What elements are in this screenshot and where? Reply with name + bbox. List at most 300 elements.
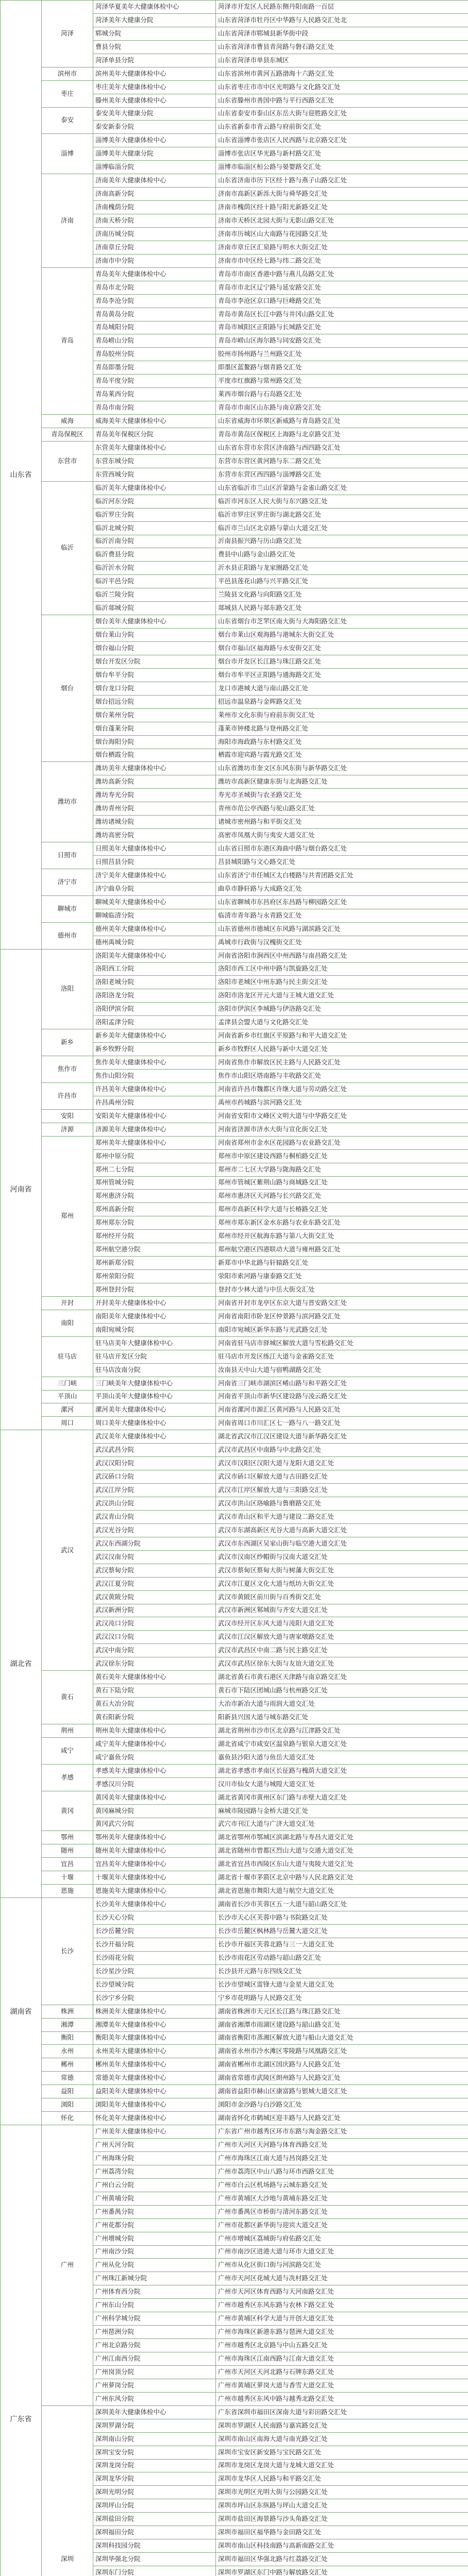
address-cell: 湖南省湘潭市雨湖区建设路与韶山路交汇处 <box>216 2018 468 2031</box>
branch-name-cell: 永州美年大健康体检中心 <box>93 2045 216 2058</box>
city-cell: 东营市 <box>42 441 93 481</box>
branch-name-cell: 长沙星沙分院 <box>93 1964 216 1978</box>
address-cell: 武汉市江汉区解放大道与唐家墩路交汇处 <box>216 1631 468 1644</box>
address-cell: 武汉市江夏区文化大道与纸坊大街交汇处 <box>216 1577 468 1590</box>
branch-name-cell: 洛阳孟津分院 <box>93 1016 216 1029</box>
branch-name-cell: 黄石阳新分院 <box>93 1711 216 1724</box>
address-cell: 湖南省常德市武陵区朗州路与人民路交汇处 <box>216 2072 468 2085</box>
branch-name-cell: 驻马店美年大健康体检中心 <box>93 1336 216 1350</box>
table-row <box>1 1898 468 1911</box>
address-cell: 河南省焦作市解放区民主路与人民路交汇处 <box>216 1056 468 1070</box>
branch-name-cell: 聊城临清分院 <box>93 909 216 922</box>
table-row <box>1 134 468 147</box>
address-cell: 临沂市兰山区北京路与蒙山大道交汇处 <box>216 521 468 535</box>
city-cell: 鄂州 <box>42 1831 93 1844</box>
table-row <box>1 1310 468 1323</box>
branch-name-cell: 淄博临淄分院 <box>93 161 216 174</box>
address-cell: 青岛市黄岛区保税区上海路与北京路交汇处 <box>216 428 468 442</box>
branch-name-cell: 深圳福田分院 <box>93 2526 216 2539</box>
address-cell: 河南省三门峡市湖滨区崤山路与和平路交汇处 <box>216 1377 468 1390</box>
branch-name-cell: 广州南沙分院 <box>93 2245 216 2259</box>
branch-name-cell: 广州萝岗分院 <box>93 2379 216 2392</box>
branch-name-cell: 广州北京路分院 <box>93 2339 216 2352</box>
address-cell: 河南省周口市川汇区七一路与八一路交汇处 <box>216 1417 468 1430</box>
address-cell: 烟台市牟平区正阳路与通海路交汇处 <box>216 668 468 682</box>
table-row <box>1 2045 468 2058</box>
province-cell: 山东省 <box>1 1 42 950</box>
address-cell: 青岛市黄岛区长江中路与井冈山路交汇处 <box>216 308 468 321</box>
table-row <box>1 1109 468 1123</box>
branch-name-cell: 烟台海阳分院 <box>93 735 216 749</box>
address-cell: 孟津县会盟大道与文化路交汇处 <box>216 1016 468 1029</box>
address-cell: 洛阳市伊滨区李城路与伊洛路交汇处 <box>216 1003 468 1016</box>
address-cell: 山东省聊城市东昌府区东昌路与柳园路交汇处 <box>216 895 468 909</box>
branch-name-cell: 淄博美年大健康体检中心 <box>93 134 216 147</box>
address-cell: 广州市越秀区东风东路与农林下路交汇处 <box>216 2299 468 2312</box>
city-cell: 十堰 <box>42 1871 93 1885</box>
city-cell: 广州 <box>42 2125 93 2406</box>
branch-name-cell: 烟台龙口分院 <box>93 682 216 695</box>
branch-name-cell: 深圳龙华分院 <box>93 2472 216 2486</box>
address-cell: 武汉市黄陂区前川街与百秀街交汇处 <box>216 1590 468 1604</box>
branch-name-cell: 南阳美年大健康体检中心 <box>93 1310 216 1323</box>
address-cell: 湖北省十堰市茅箭区北京中路与人民北路交汇处 <box>216 1871 468 1885</box>
address-cell: 山东省菏泽市牡丹区中华路与人民路交汇处北 <box>216 13 468 27</box>
address-cell: 沂水县正阳路与龙家圈路交汇处 <box>216 562 468 575</box>
address-cell: 河南省开封市龙亭区东京大道与晋安路交汇处 <box>216 1296 468 1310</box>
table-row <box>1 1791 468 1804</box>
table-row <box>1 1858 468 1871</box>
branch-name-cell: 济南历城分院 <box>93 227 216 241</box>
branch-name-cell: 十堰美年大健康体检中心 <box>93 1871 216 1885</box>
branch-name-cell: 烟台开发区分院 <box>93 655 216 668</box>
address-cell: 广州市荔湾区中山八路与环市西路交汇处 <box>216 2165 468 2178</box>
branch-table-body <box>1 1 468 2576</box>
city-cell: 开封 <box>42 1296 93 1310</box>
city-cell: 驻马店 <box>42 1336 93 1377</box>
city-cell: 日照市 <box>42 842 93 869</box>
branch-name-cell: 烟台福山分院 <box>93 642 216 655</box>
branch-name-cell: 日照莒县分院 <box>93 856 216 869</box>
address-cell: 郑州市经开区航海东路与第八大街交汇处 <box>216 1230 468 1243</box>
table-row <box>1 1430 468 1444</box>
address-cell: 广州市花都区新华街与迎宾大道交汇处 <box>216 2218 468 2232</box>
address-cell: 深圳市宝安区新安路与宝民路交汇处 <box>216 2446 468 2459</box>
address-cell: 长沙市雨花区劳动路与韶山路交汇处 <box>216 1951 468 1964</box>
address-cell: 武汉市新洲区邾城街与齐安大道交汇处 <box>216 1604 468 1617</box>
branch-name-cell: 武汉新洲分院 <box>93 1604 216 1617</box>
address-cell: 湖北省武汉市江汉区建设大道与新华路交汇处 <box>216 1430 468 1444</box>
address-cell: 深圳市龙岗区龙岗大道与龙城大道交汇处 <box>216 2459 468 2472</box>
branch-name-cell: 开封美年大健康体检中心 <box>93 1296 216 1310</box>
address-cell: 沂南县振兴路与历山路交汇处 <box>216 535 468 548</box>
address-cell: 湖北省宜昌市西陵区东山大道与夷陵大道交汇处 <box>216 1858 468 1871</box>
city-cell: 武汉 <box>42 1430 93 1671</box>
address-cell: 河南省许昌市魏都区许继大道与劳动路交汇处 <box>216 1082 468 1096</box>
branch-name-cell: 青岛美年保税区分院 <box>93 428 216 442</box>
branch-name-cell: 深圳龙岗分院 <box>93 2459 216 2472</box>
address-cell: 广州市海珠区江南西路与江南大道交汇处 <box>216 2352 468 2366</box>
address-cell: 武汉市武昌区徐东大街与友谊大道交汇处 <box>216 1657 468 1671</box>
address-cell: 山东省潍坊市奎文区东风东街与新华路交汇处 <box>216 762 468 775</box>
branch-name-cell: 郑州郑东分院 <box>93 1216 216 1230</box>
table-row <box>1 1724 468 1737</box>
address-cell: 广州市南沙区进港大道与环市大道交汇处 <box>216 2245 468 2259</box>
branch-name-cell: 郑州航空港分院 <box>93 1243 216 1257</box>
address-cell: 胶州市扬州路与兰州路交汇处 <box>216 348 468 361</box>
branch-name-cell: 深圳宝安分院 <box>93 2446 216 2459</box>
city-cell: 洛阳 <box>42 949 93 1029</box>
address-cell: 栖霞市迎宾路与霞光路交汇处 <box>216 749 468 762</box>
address-cell: 菏泽市开发区人民路东侧丹阳南路一百层 <box>216 1 468 14</box>
city-cell: 株洲 <box>42 2005 93 2018</box>
branch-name-cell: 武汉徐东分院 <box>93 1657 216 1671</box>
branch-name-cell: 宜昌美年大健康体检中心 <box>93 1858 216 1871</box>
table-row <box>1 2005 468 2018</box>
address-cell: 广州市越秀区东风中路与越秀北路交汇处 <box>216 2392 468 2405</box>
branch-name-cell: 郑州美年大健康体检中心 <box>93 1136 216 1149</box>
branch-name-cell: 深圳东门分院 <box>93 2566 216 2576</box>
branch-name-cell: 武汉洪山分院 <box>93 1497 216 1511</box>
address-cell: 湖南省永州市冷水滩区零陵路与凤凰路交汇处 <box>216 2045 468 2058</box>
branch-name-cell: 青岛美年大健康体检中心 <box>93 267 216 281</box>
table-row <box>1 1377 468 1390</box>
branch-name-cell: 枣庄美年大健康体检中心 <box>93 80 216 94</box>
branch-name-cell: 新乡美年大健康体检中心 <box>93 1029 216 1043</box>
branch-name-cell: 武汉黄陂分院 <box>93 1590 216 1604</box>
city-cell: 潍坊市 <box>42 762 93 842</box>
city-cell: 漯河 <box>42 1403 93 1417</box>
branch-name-cell: 鄂州美年大健康体检中心 <box>93 1831 216 1844</box>
address-cell: 龙口市港城大道与南山路交汇处 <box>216 682 468 695</box>
branch-name-cell: 临沂费县分院 <box>93 548 216 562</box>
branch-name-cell: 泰安美年大健康分院 <box>93 107 216 121</box>
table-row <box>1 1056 468 1070</box>
branch-name-cell: 郑州荥阳分院 <box>93 1270 216 1283</box>
branch-name-cell: 武汉蔡甸分院 <box>93 1564 216 1577</box>
address-cell: 湖北省孝感市孝南区长征路与槐荫大道交汇处 <box>216 1764 468 1777</box>
branch-name-cell: 黄石大冶分院 <box>93 1698 216 1711</box>
branch-name-cell: 黄石美年大健康体检中心 <box>93 1671 216 1684</box>
address-cell: 临沂市罗庄区罗庄街与湖北路交汇处 <box>216 508 468 521</box>
branch-name-cell: 潍坊高密分院 <box>93 829 216 842</box>
branch-name-cell: 武汉东西湖分院 <box>93 1537 216 1550</box>
address-cell: 青岛市市南区香港中路与燕儿岛路交汇处 <box>216 267 468 281</box>
city-cell: 浏阳 <box>42 2098 93 2112</box>
address-cell: 麻城市陵园路与金桥大道交汇处 <box>216 1804 468 1818</box>
address-cell: 山东省菏泽市曹县青菏路与磐石路交汇处 <box>216 40 468 54</box>
address-cell: 湖北省随州市曾都区烈山大道与交通大道交汇处 <box>216 1844 468 1858</box>
branch-name-cell: 广州珠江新城分院 <box>93 2272 216 2285</box>
table-row <box>1 2098 468 2112</box>
address-cell: 深圳市光明区光明大街与公园路交汇处 <box>216 2486 468 2499</box>
table-row <box>1 1136 468 1149</box>
address-cell: 深圳市罗湖区人民南路与嘉宾路交汇处 <box>216 2419 468 2432</box>
address-cell: 河南省安阳市文峰区文明大道与中华路交汇处 <box>216 1109 468 1123</box>
address-cell: 淄博市临淄区桓公路与晏婴路交汇处 <box>216 161 468 174</box>
branch-name-cell: 曹县分院 <box>93 40 216 54</box>
branch-name-cell: 济南槐荫分院 <box>93 201 216 214</box>
address-cell: 淄博市张店区华光路与新村路交汇处 <box>216 147 468 161</box>
branch-name-cell: 临沂北城分院 <box>93 521 216 535</box>
branch-name-cell: 驻马店开发区分院 <box>93 1350 216 1363</box>
city-cell: 常德 <box>42 2072 93 2085</box>
table-row <box>1 615 468 629</box>
address-cell: 郯城县人民路与郯东路交汇处 <box>216 602 468 615</box>
branch-name-cell: 烟台莱山分院 <box>93 629 216 642</box>
address-cell: 新郑市中华北路与轩辕路交汇处 <box>216 1257 468 1270</box>
branch-name-cell: 临沂沂南分院 <box>93 535 216 548</box>
table-row <box>1 481 468 495</box>
address-cell: 济南市历城区山大南路与花园路交汇处 <box>216 227 468 241</box>
branch-name-cell: 黄冈麻城分院 <box>93 1804 216 1818</box>
branch-name-cell: 三门峡美年大健康体检中心 <box>93 1377 216 1390</box>
branch-name-cell: 济南市中分院 <box>93 254 216 267</box>
branch-name-cell: 潍坊美年大健康体检中心 <box>93 762 216 775</box>
address-cell: 河南省洛阳市涧西区中州西路与南昌路交汇处 <box>216 949 468 962</box>
address-cell: 广州市黄埔区大沙地与黄埔东路交汇处 <box>216 2192 468 2205</box>
table-row <box>1 2112 468 2125</box>
branch-name-cell: 广州从化分院 <box>93 2259 216 2272</box>
address-cell: 蓬莱市钟楼北路与登州路交汇处 <box>216 722 468 735</box>
address-cell: 广州市天河区天河北路与石牌东路交汇处 <box>216 2365 468 2379</box>
city-cell: 聊城市 <box>42 895 93 922</box>
address-cell: 郑州市二七区大学路与陇海路交汇处 <box>216 1163 468 1176</box>
table-row <box>1 415 468 428</box>
branch-name-cell: 济源美年大健康体检中心 <box>93 1123 216 1136</box>
address-cell: 青岛市城阳区正阳路与长城路交汇处 <box>216 321 468 334</box>
branch-name-cell: 深圳光明分院 <box>93 2486 216 2499</box>
table-row <box>1 107 468 121</box>
branch-name-cell: 临沂河东分院 <box>93 495 216 508</box>
city-cell: 郑州 <box>42 1136 93 1296</box>
city-cell: 济宁市 <box>42 869 93 895</box>
branch-name-cell: 济南章丘分院 <box>93 241 216 254</box>
address-cell: 广州市增城区荔城街与府佑路交汇处 <box>216 2232 468 2245</box>
branch-name-cell: 临沂罗庄分院 <box>93 508 216 521</box>
address-cell: 郑州市郑东新区金水东路与农业东路交汇处 <box>216 1216 468 1230</box>
branch-name-cell: 武汉汉阳分院 <box>93 1457 216 1470</box>
branch-name-cell: 咸宁嘉鱼分院 <box>93 1751 216 1764</box>
address-cell: 长沙县开元路与东四线交汇处 <box>216 1964 468 1978</box>
address-cell: 深圳市罗湖区东门中路与解放路交汇处 <box>216 2566 468 2576</box>
branch-name-cell: 青岛市北分院 <box>93 281 216 294</box>
city-cell: 三门峡 <box>42 1377 93 1390</box>
branch-name-cell: 青岛市南分院 <box>93 401 216 415</box>
branch-name-cell: 漯河美年大健康体检中心 <box>93 1403 216 1417</box>
address-cell: 湖北省鄂州市鄂城区滨湖北路与寿昌大道交汇处 <box>216 1831 468 1844</box>
address-cell: 湖南省郴州市北湖区国庆路与人民路交汇处 <box>216 2058 468 2072</box>
branch-name-cell: 长沙美年大健康体检中心 <box>93 1898 216 1911</box>
address-cell: 湖南省益阳市赫山区康富路与银城大道交汇处 <box>216 2085 468 2098</box>
branch-name-cell: 滕州美年大健康体检中心 <box>93 94 216 107</box>
address-cell: 荥阳市索河路与康泰路交汇处 <box>216 1270 468 1283</box>
address-cell: 武汉市武昌区中南二路与民主路交汇处 <box>216 1644 468 1657</box>
branch-name-cell: 潍坊寿光分院 <box>93 789 216 802</box>
table-row <box>1 1123 468 1136</box>
address-cell: 山东省德州市德城区东风路与湖滨路交汇处 <box>216 922 468 936</box>
branch-name-cell: 黄石下陆分院 <box>93 1684 216 1698</box>
address-cell: 费县中山路与金山路交汇处 <box>216 548 468 562</box>
city-cell: 黄石 <box>42 1671 93 1724</box>
branch-name-cell: 湘潭美年大健康体检中心 <box>93 2018 216 2031</box>
address-cell: 武汉市青山区和平大道与建设二路交汇处 <box>216 1510 468 1523</box>
branch-name-cell: 常德美年大健康体检中心 <box>93 2072 216 2085</box>
branch-name-cell: 青岛崂山分院 <box>93 334 216 348</box>
branch-name-cell: 广州天河分院 <box>93 2139 216 2152</box>
address-cell: 武汉市经开区东风大道与沌阳大道交汇处 <box>216 1617 468 1631</box>
address-cell: 济南市市中区经七路与纬二路交汇处 <box>216 254 468 267</box>
table-row <box>1 895 468 909</box>
table-row <box>1 67 468 80</box>
address-cell: 武汉市蔡甸区蔡甸大街与树藩大街交汇处 <box>216 1564 468 1577</box>
branch-name-cell: 长沙岳麓分院 <box>93 1925 216 1938</box>
address-cell: 黄石市下陆区团城山路与杭州路交汇处 <box>216 1684 468 1698</box>
address-cell: 洛阳市西工区中州中路与凯旋路交汇处 <box>216 962 468 976</box>
branch-name-cell: 郑州经开分院 <box>93 1230 216 1243</box>
address-cell: 湖南省株洲市天元区长江路与珠江路交汇处 <box>216 2005 468 2018</box>
branch-name-cell: 武汉武昌分院 <box>93 1444 216 1457</box>
branch-name-cell: 郑州高新分院 <box>93 1203 216 1216</box>
city-cell: 恩施 <box>42 1885 93 1898</box>
branch-name-cell: 武汉江岸分院 <box>93 1484 216 1497</box>
branch-name-cell: 潍坊诸城分院 <box>93 816 216 829</box>
branch-name-cell: 浏阳美年大健康体检中心 <box>93 2098 216 2112</box>
address-cell: 郑州航空港区四港联动大道与雍州路交汇处 <box>216 1243 468 1257</box>
address-cell: 广州市白云区机场路与云城东路交汇处 <box>216 2178 468 2192</box>
address-cell: 烟台市福山区福海路与永安街交汇处 <box>216 642 468 655</box>
branch-name-cell: 济南天桥分院 <box>93 214 216 228</box>
branch-name-cell: 孝感汉川分院 <box>93 1777 216 1791</box>
branch-name-cell: 烟台栖霞分院 <box>93 749 216 762</box>
branch-name-cell: 广州荔湾分院 <box>93 2165 216 2178</box>
province-cell: 湖北省 <box>1 1430 42 1898</box>
address-cell: 宁乡市花明路与人民路交汇处 <box>216 1991 468 2005</box>
address-cell: 平邑县莲花山路与兴平路交汇处 <box>216 575 468 588</box>
address-cell: 莱西市烟台路与石岛路交汇处 <box>216 388 468 401</box>
branch-name-cell: 郓城分院 <box>93 27 216 40</box>
table-row <box>1 2085 468 2098</box>
city-cell: 长沙 <box>42 1898 93 2005</box>
address-cell: 广州市海珠区江南大道与昌岗路交汇处 <box>216 2151 468 2165</box>
table-row <box>1 869 468 882</box>
table-row <box>1 1403 468 1417</box>
branch-name-cell: 黄冈武穴分院 <box>93 1818 216 1831</box>
city-cell: 平顶山 <box>42 1390 93 1403</box>
branch-name-cell: 临沂沂水分院 <box>93 562 216 575</box>
branch-name-cell: 孝感美年大健康体检中心 <box>93 1764 216 1777</box>
branch-name-cell: 深圳科技园分院 <box>93 2539 216 2553</box>
address-cell: 山东省东营市东营区济南路与西四路交汇处 <box>216 441 468 454</box>
address-cell: 济南市天桥区北园大街与无影山路交汇处 <box>216 214 468 228</box>
branch-name-cell: 广州增城分院 <box>93 2232 216 2245</box>
city-cell: 济南 <box>42 174 93 268</box>
branch-name-cell: 东营东城分院 <box>93 454 216 468</box>
table-row <box>1 2405 468 2419</box>
address-cell: 济南市高新区新泺大街与舜华路交汇处 <box>216 188 468 201</box>
address-cell: 驻马店市开发区练江大道与金雀路交汇处 <box>216 1350 468 1363</box>
address-cell: 洛阳市老城区中州东路与民主街交汇处 <box>216 976 468 989</box>
branch-name-cell: 深圳南山分院 <box>93 2432 216 2446</box>
address-cell: 新乡市牧野区人民路与新中大道交汇处 <box>216 1043 468 1056</box>
address-cell: 青岛市市北区辽宁路与延安路交汇处 <box>216 281 468 294</box>
branch-name-cell: 广州科学城分院 <box>93 2312 216 2326</box>
branch-name-cell: 长沙雨花分院 <box>93 1951 216 1964</box>
city-cell: 威海 <box>42 415 93 428</box>
province-cell: 河南省 <box>1 949 42 1430</box>
address-cell: 广东省深圳市福田区深南大道与彩田路交汇处 <box>216 2405 468 2419</box>
city-cell: 临沂 <box>42 481 93 615</box>
branch-name-cell: 广州东风分院 <box>93 2392 216 2405</box>
address-cell: 河南省南阳市卧龙区仲景路与滨河路交汇处 <box>216 1310 468 1323</box>
address-cell: 湖北省黄石市黄石港区天津路与南京路交汇处 <box>216 1671 468 1684</box>
address-cell: 深圳市龙华区人民路与和平路交汇处 <box>216 2472 468 2486</box>
branch-name-cell: 广州番禺分院 <box>93 2205 216 2218</box>
city-cell: 德州市 <box>42 922 93 949</box>
address-cell: 广州市黄埔区萝岗大道与香雪大道交汇处 <box>216 2379 468 2392</box>
table-row <box>1 949 468 962</box>
address-cell: 海阳市海政路与东村路交汇处 <box>216 735 468 749</box>
branch-name-cell: 洛阳美年大健康体检中心 <box>93 949 216 962</box>
table-row <box>1 174 468 188</box>
branch-name-cell: 广州江南西分院 <box>93 2352 216 2366</box>
branch-name-cell: 武汉汉南分院 <box>93 1550 216 1564</box>
branch-name-cell: 青岛即墨分院 <box>93 361 216 375</box>
address-cell: 登封市少林大道与中岳大街交汇处 <box>216 1283 468 1297</box>
address-cell: 济南市槐荫区经十路与阳光新路交汇处 <box>216 201 468 214</box>
address-cell: 长沙市开福区芙蓉北路与三一大道交汇处 <box>216 1938 468 1951</box>
address-cell: 青岛市崂山区海尔路与同安路交汇处 <box>216 334 468 348</box>
branch-name-cell: 青岛胶州分院 <box>93 348 216 361</box>
table-row <box>1 1844 468 1858</box>
branch-name-cell: 怀化美年大健康体检中心 <box>93 2112 216 2125</box>
address-cell: 郑州市管城区紫荆山路与商城路交汇处 <box>216 1176 468 1190</box>
city-cell: 孝感 <box>42 1764 93 1791</box>
address-cell: 焦作市山阳区塔南路与丰收路交汇处 <box>216 1070 468 1083</box>
address-cell: 山东省枣庄市市中区光明路与文化路交汇处 <box>216 80 468 94</box>
table-row <box>1 2072 468 2085</box>
address-cell: 山东省泰安市泰山区东岳大街与迎胜路交汇处 <box>216 107 468 121</box>
address-cell: 东营市东营区西四路与淄博路交汇处 <box>216 468 468 481</box>
branch-name-cell: 郑州管城分院 <box>93 1176 216 1190</box>
branch-name-cell: 广州美年大健康体检中心 <box>93 2125 216 2139</box>
branch-name-cell: 郑州惠济分院 <box>93 1190 216 1203</box>
address-cell: 莒县城阳路与文心路交汇处 <box>216 856 468 869</box>
branch-name-cell: 荆州美年大健康体检中心 <box>93 1724 216 1737</box>
table-row <box>1 2125 468 2139</box>
table-row <box>1 441 468 454</box>
address-cell: 深圳市盐田区海景路与沙头角路交汇处 <box>216 2513 468 2526</box>
address-cell: 诸城市密州路与和平街交汇处 <box>216 816 468 829</box>
branch-name-cell: 黄冈美年大健康体检中心 <box>93 1791 216 1804</box>
address-cell: 山东省菏泽市单县东城区 <box>216 54 468 67</box>
branch-name-cell: 青岛李沧分院 <box>93 294 216 308</box>
branch-name-cell: 广州岗顶分院 <box>93 2365 216 2379</box>
table-row <box>1 1 468 14</box>
branch-name-cell: 广州黄埔分院 <box>93 2192 216 2205</box>
branch-name-cell: 长沙天心分院 <box>93 1911 216 1925</box>
branch-name-cell: 烟台招远分院 <box>93 695 216 708</box>
table-row <box>1 1082 468 1096</box>
city-cell: 湘潭 <box>42 2018 93 2031</box>
branch-name-cell: 济南高新分院 <box>93 188 216 201</box>
address-cell: 广州市海珠区新港东路与琶洲大道交汇处 <box>216 2326 468 2339</box>
address-cell: 大冶市新冶大道与雨润大道交汇处 <box>216 1698 468 1711</box>
city-cell: 青岛 <box>42 267 93 414</box>
address-cell: 湖北省黄冈市黄州区东门路与赤壁大道交汇处 <box>216 1791 468 1804</box>
address-cell: 浏阳市金沙路与白沙路交汇处 <box>216 2098 468 2112</box>
branch-name-cell: 烟台蓬莱分院 <box>93 722 216 735</box>
